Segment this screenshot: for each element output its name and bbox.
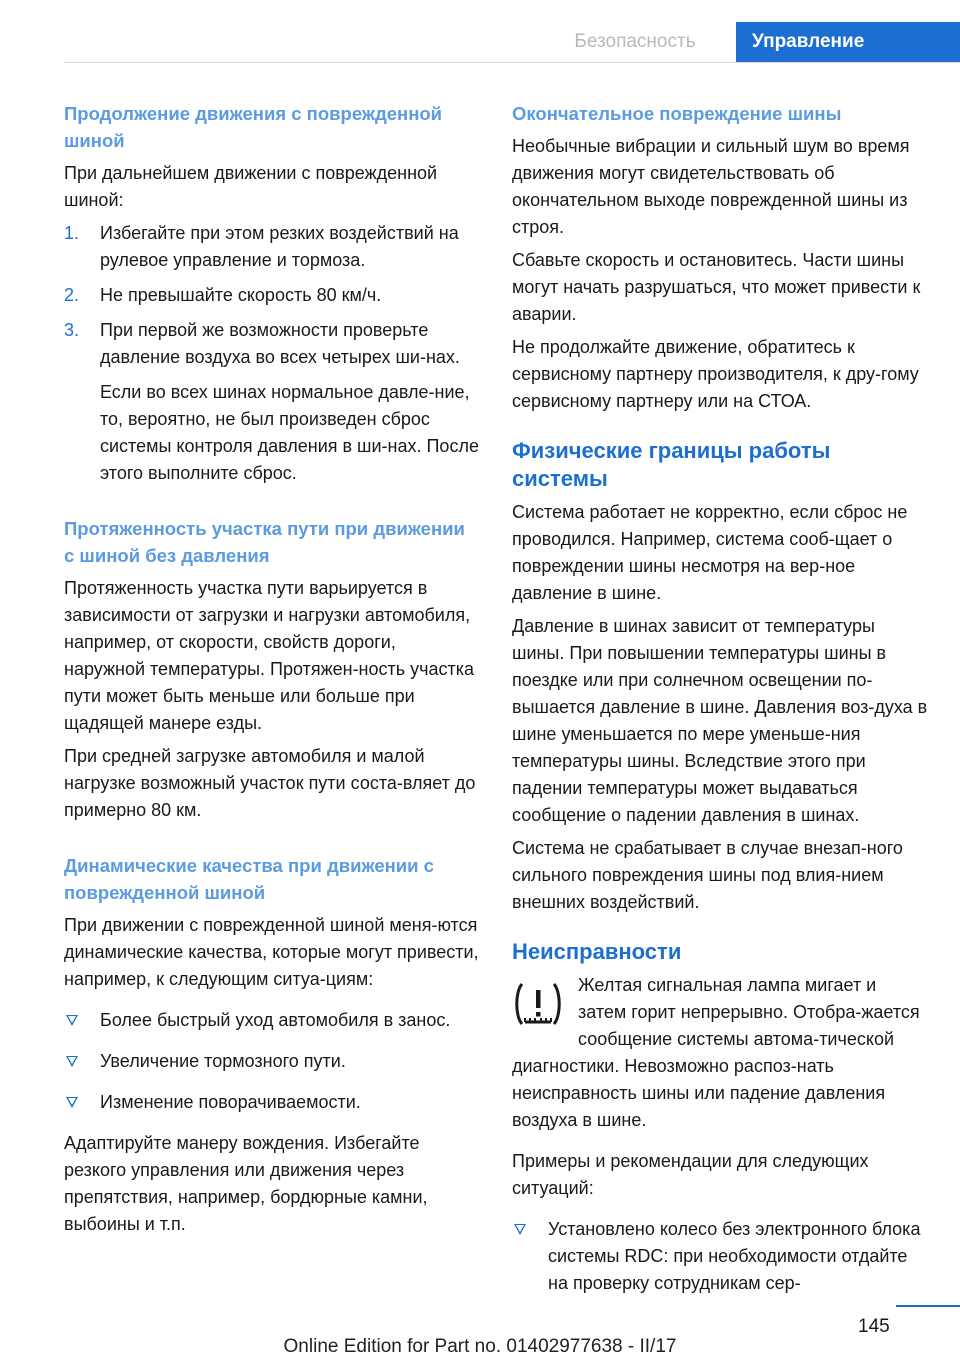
triangle-bullet-icon <box>514 1224 526 1235</box>
list-item <box>64 282 480 309</box>
list-item <box>64 220 480 274</box>
list-number: 1. <box>64 223 80 243</box>
list-number: 3. <box>64 320 80 340</box>
paragraph: Давление в шинах зависит от температуры шины. При повышении температуры шины в поездке или при солнечном освещении по-вышается давление в шине. Давления воз-духа в шине уменьшается по мере уменьше-ния температуры шины. Вследствие этого при падении температуры может выдаваться сообщение о падении давления в шинах. <box>512 616 928 825</box>
list-item <box>64 317 480 371</box>
list-text: При первой же возможности проверьте давление воздуха во всех четырех ши-нах. <box>100 320 460 367</box>
right-column <box>512 100 928 1311</box>
header-divider <box>64 62 960 63</box>
bullet-list <box>512 1216 928 1297</box>
list-item <box>512 1216 928 1297</box>
page-number: 145 <box>858 1316 890 1337</box>
fault-paragraph <box>512 972 928 1134</box>
triangle-bullet-icon <box>66 1015 78 1026</box>
paragraph: Необычные вибрации и сильный шум во время движения могут свидетельствовать об окончательном выходе поврежденной шины из строя. <box>512 136 910 237</box>
list-text: Избегайте при этом резких воздействий на рулевое управление и тормоза. <box>100 223 459 270</box>
left-column <box>64 100 480 1244</box>
list-text: Увеличение тормозного пути. <box>100 1051 346 1071</box>
header-bar <box>0 22 960 62</box>
list-text: Изменение поворачиваемости. <box>100 1092 361 1112</box>
list-number: 2. <box>64 285 80 305</box>
list-item <box>64 1048 480 1075</box>
paragraph: При движении с поврежденной шиной меня-ются динамические качества, которые могут привести, например, к следующим ситуа-циям: <box>64 915 479 989</box>
list-note: Если во всех шинах нормальное давле-ние, то, вероятно, не был произведен сброс системы контроля давления в ши-нах. После этого выполните сброс. <box>100 382 479 483</box>
section-heading: Окончательное повреждение шины <box>512 103 842 124</box>
paragraph: Сбавьте скорость и остановитесь. Части шины могут начать разрушаться, что может привести к аварии. <box>512 250 921 324</box>
section-heading: Продолжение движения с поврежденной шиной <box>64 103 443 151</box>
paragraph: При средней загрузке автомобиля и малой нагрузке возможный участок пути соста-вляет до примерно 80 км. <box>64 746 476 820</box>
tab-driving[interactable]: Управление <box>736 22 960 62</box>
tire-pressure-warning-icon <box>512 978 564 1030</box>
list-text: Более быстрый уход автомобиля в занос. <box>100 1010 451 1030</box>
list-text: Не превышайте скорость 80 км/ч. <box>100 285 382 305</box>
paragraph: Примеры и рекомендации для следующих ситуаций: <box>512 1151 869 1198</box>
paragraph: Протяженность участка пути варьируется в зависимости от загрузки и нагрузки автомобиля, например, от скорости, свойств дороги, наружной температуры. Протяжен-ность участка пути может быть меньше или больше при щадящей манере езды. <box>64 578 475 733</box>
paragraph: Адаптируйте манеру вождения. Избегайте резкого управления или движения через препятствия, например, бордюрные камни, выбоины и т.п. <box>64 1133 428 1234</box>
triangle-bullet-icon <box>66 1056 78 1067</box>
paragraph: Система работает не корректно, если сброс не проводился. Например, система сооб-щает о повреждении шины несмотря на вер-ное давление в шине. <box>512 502 908 603</box>
paragraph: Система не срабатывает в случае внезап-ного сильного повреждения шины под влия-нием внешних воздействий. <box>512 838 903 912</box>
list-text: Установлено колесо без электронного блока системы RDC: при необходимости отдайте на проверку сотрудникам сер- <box>548 1219 921 1293</box>
paragraph: Желтая сигнальная лампа мигает и затем горит непрерывно. Отобра-жается сообщение системы автома-тической диагностики. Невозможно распоз-нать неисправность шины или падение давления воздуха в шине. <box>512 975 920 1130</box>
list-item <box>64 1089 480 1116</box>
section-heading: Неисправности <box>512 939 682 964</box>
paragraph: При дальнейшем движении с поврежденной шиной: <box>64 163 438 210</box>
numbered-list <box>64 220 480 487</box>
paragraph: Не продолжайте движение, обратитесь к сервисному партнеру производителя, к дру-гому сервисному партнеру или на СТОА. <box>512 337 919 411</box>
footer-accent-line <box>896 1305 960 1307</box>
section-heading: Динамические качества при движении с поврежденной шиной <box>64 855 434 903</box>
triangle-bullet-icon <box>66 1097 78 1108</box>
tab-safety[interactable]: Безопасность <box>574 31 696 52</box>
footer-edition: Online Edition for Part no. 01402977638 - II/17 <box>283 1336 677 1357</box>
bullet-list <box>64 1007 480 1116</box>
section-heading: Физические границы работы системы <box>512 438 831 491</box>
list-item <box>64 1007 480 1034</box>
section-heading: Протяженность участка пути при движении с шиной без давления <box>64 518 465 566</box>
